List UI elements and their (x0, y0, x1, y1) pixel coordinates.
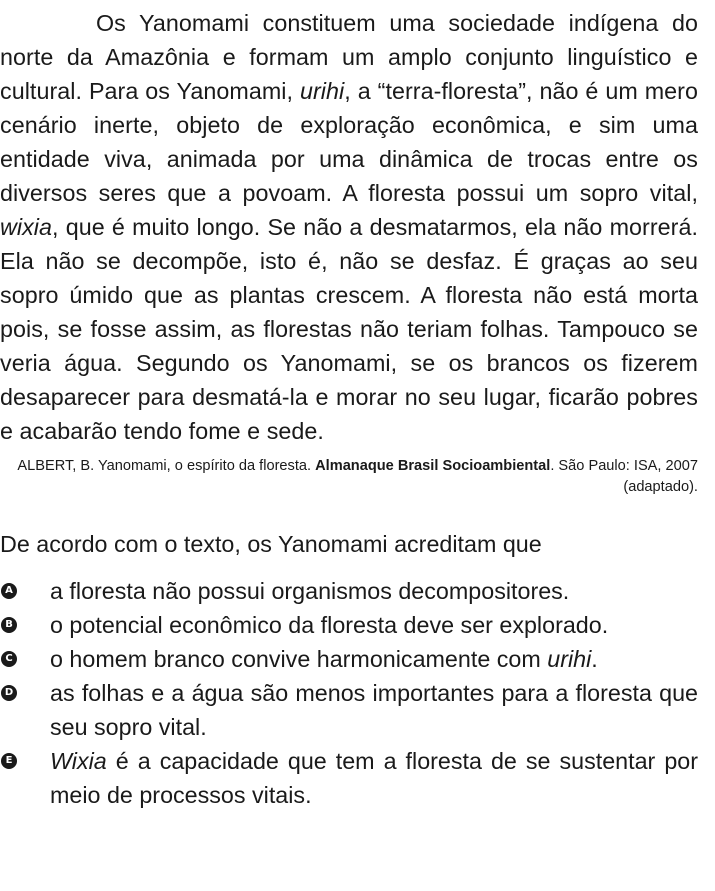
alternative-a-text: a floresta não possui organismos decompositores. (50, 578, 570, 604)
alternative-d[interactable] (0, 676, 698, 744)
letter-b-badge: B (1, 617, 17, 633)
alternative-b-text: o potencial econômico da floresta deve ser explorado. (50, 612, 609, 638)
citation (0, 456, 698, 498)
alternative-e[interactable] (0, 744, 698, 812)
citation-prefix: ALBERT, B. Yanomami, o espírito da floresta. (17, 458, 316, 474)
passage-text (0, 6, 698, 448)
citation-suffix: . São Paulo: ISA, 2007 (adaptado). (550, 458, 698, 495)
term-wixia: wixia (0, 214, 53, 240)
alternative-a[interactable] (0, 574, 698, 608)
passage-part-3: , que é muito longo. Se não a desmatarmos, ela não morrerá. Ela não se decompõe, isto é, não se desfaz. É graças ao seu sopro úmido que as plantas crescem. A floresta não está morta pois, se fosse assim, as florestas não teriam folhas. Tampouco se veria água. Segundo os Yanomami, se os brancos os fizerem desaparecer para desmatá-la e morar no seu lugar, ficarão pobres e acabarão tendo fome e sede. (0, 214, 698, 444)
passage-part-1: Os Yanomami constituem uma sociedade indígena do norte da Amazônia e formam um amplo conjunto linguístico e cultural. Para os Yanomami, (0, 10, 698, 104)
term-urihi: urihi (299, 78, 345, 104)
alternative-e-text (50, 748, 698, 808)
alternatives-list (0, 574, 698, 812)
question-page (0, 6, 698, 828)
letter-e-badge: E (1, 753, 17, 769)
alternative-c-term: urihi (547, 646, 592, 672)
alternative-e-term: Wixia (50, 748, 107, 774)
question-stem: De acordo com o texto, os Yanomami acreditam que (0, 531, 542, 557)
passage-part-2: , a “terra-floresta”, não é um mero cenário inerte, objeto de exploração econômica, e sim uma entidade viva, animada por uma dinâmica de trocas entre os diversos seres que a povoam. A floresta possui um sopro vital, (0, 78, 698, 206)
alternative-e-text-after: é a capacidade que tem a floresta de se sustentar por meio de processos vitais. (50, 748, 698, 808)
alternative-b[interactable] (0, 608, 698, 642)
letter-d-badge: D (1, 685, 17, 701)
letter-c-badge: C (1, 651, 17, 667)
letter-a-badge: A (1, 583, 17, 599)
alternative-d-text: as folhas e a água são menos importantes para a floresta que seu sopro vital. (50, 680, 698, 740)
alternative-c-text (50, 646, 598, 672)
alternative-c[interactable] (0, 642, 698, 676)
citation-source: Almanaque Brasil Socioambiental (315, 458, 551, 474)
alternative-c-text-before: o homem branco convive harmonicamente com (50, 646, 548, 672)
alternative-c-text-after: . (591, 646, 598, 672)
